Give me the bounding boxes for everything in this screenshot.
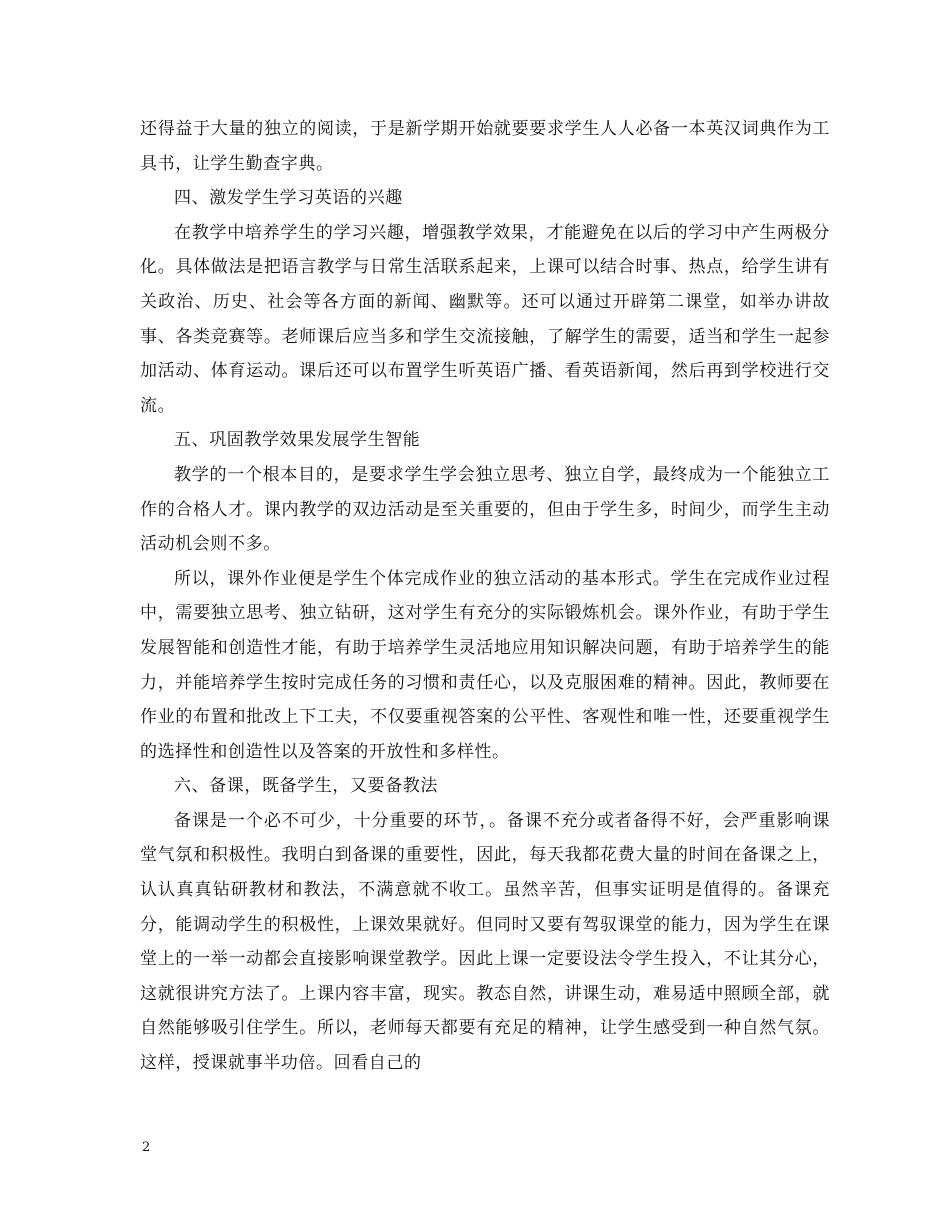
paragraph-teaching-goal: 教学的一个根本目的，是要求学生学会独立思考、独立自学，最终成为一个能独立工作的合格人才。课内教学的双边活动是至关重要的，但由于学生多，时间少，而学生主动活动机会则不多。 [140,464,830,555]
section-heading-4: 四、激发学生学习英语的兴趣 [174,188,403,209]
paragraph-homework: 所以，课外作业便是学生个体完成作业的独立活动的基本形式。学生在完成作业过程中，需要独立思考、独立钻研，这对学生有充分的实际锻炼机会。课外作业，有助于学生发展智能和创造性才能，有助于培养学生灵活地应用知识解决问题，有助于培养学生的能力，并能培养学生按时完成任务的习惯和责任心，以及克服困难的精神。因此，教师要在作业的布置和批改上下工夫，不仅要重视答案的公平性、客观性和唯一性，还要重视学生的选择性和创造性以及答案的开放性和多样性。 [140,568,830,762]
page-number: 2 [142,1140,151,1155]
paragraph-interest: 在教学中培养学生的学习兴趣，增强教学效果，才能避免在以后的学习中产生两极分化。具体做法是把语言教学与日常生活联系起来，上课可以结合时事、热点，给学生讲有关政治、历史、社会等各方面的新闻、幽默等。还可以通过开辟第二课堂，如举办讲故事、各类竞赛等。老师课后应当多和学生交流接触，了解学生的需要，适当和学生一起参加活动、体育运动。课后还可以布置学生听英语广播、看英语新闻，然后再到学校进行交流。 [140,222,830,416]
document-body [140,112,830,1081]
paragraph-continued: 还得益于大量的独立的阅读，于是新学期开始就要要求学生人人必备一本英汉词典作为工具书，让学生勤查字典。 [140,119,830,174]
section-heading-5: 五、巩固教学效果发展学生智能 [174,430,421,451]
paragraph-lesson-prep: 备课是一个必不可少，十分重要的环节，。备课不充分或者备得不好，会严重影响课堂气氛和积极性。我明白到备课的重要性，因此，每天我都花费大量的时间在备课之上，认认真真钻研教材和教法，不满意就不收工。虽然辛苦，但事实证明是值得的。备课充分，能调动学生的积极性，上课效果就好。但同时又要有驾驭课堂的能力，因为学生在课堂上的一举一动都会直接影响课堂教学。因此上课一定要设法令学生投入，不让其分心，这就很讲究方法了。上课内容丰富，现实。教态自然，讲课生动，难易适中照顾全部，就自然能够吸引住学生。所以，老师每天都要有充足的精神，让学生感受到一种自然气氛。这样，授课就事半功倍。回看自己的 [140,810,830,1074]
section-heading-6: 六、备课，既备学生，又要备教法 [174,776,438,797]
